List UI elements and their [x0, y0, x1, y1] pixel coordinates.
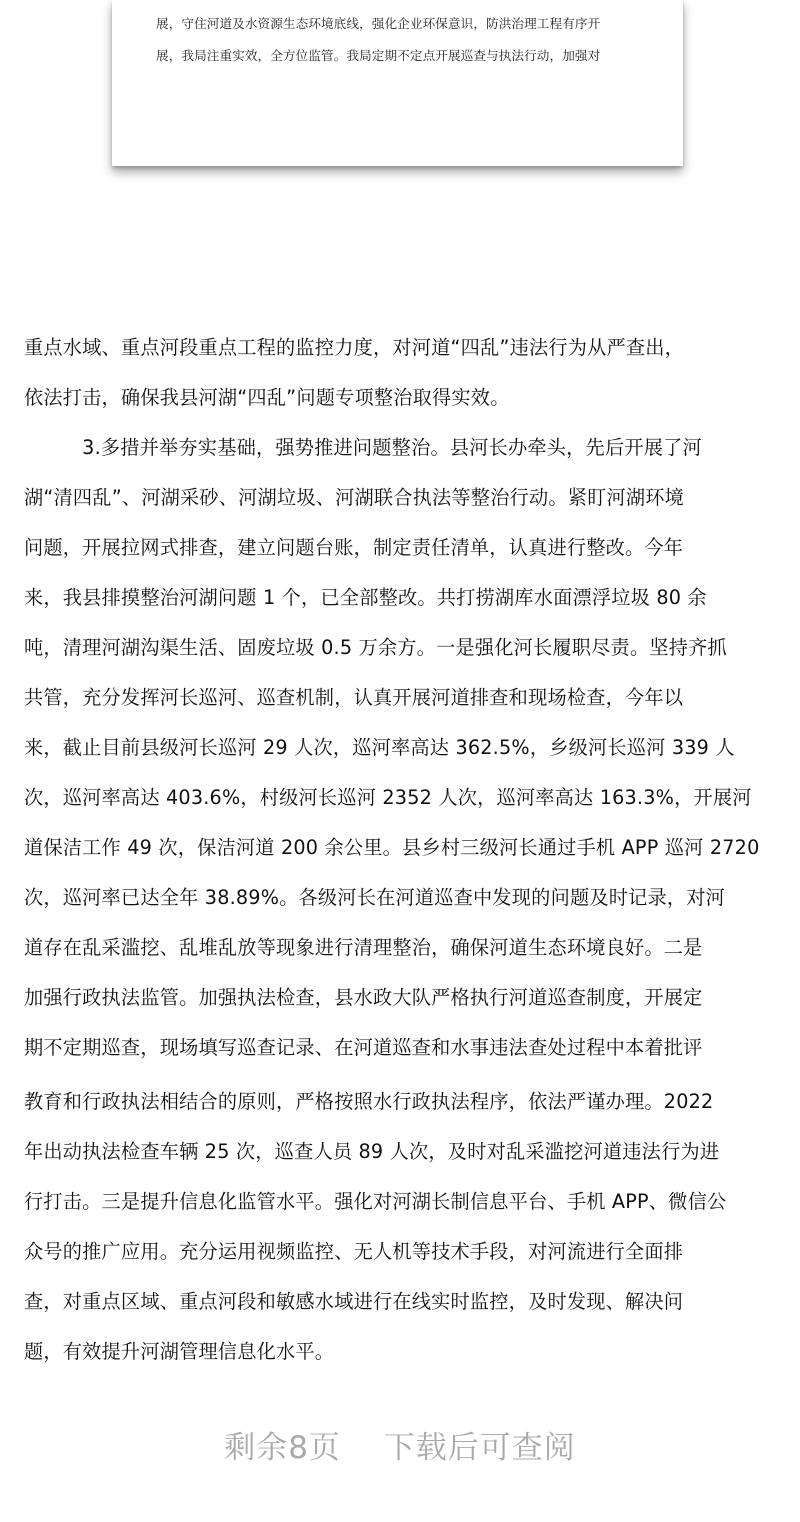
- body-text-line: 湖“清四乱”、河湖采砂、河湖垃圾、河湖联合执法等整治行动。紧盯河湖环境: [24, 486, 685, 509]
- body-text-line: 行打击。三是提升信息化监管水平。强化对河湖长制信息平台、手机 APP、微信公: [24, 1190, 727, 1213]
- preview-page-card: [112, 0, 683, 166]
- body-text-line: 题，有效提升河湖管理信息化水平。: [24, 1340, 335, 1363]
- body-text-line: 众号的推广应用。充分运用视频监控、无人机等技术手段，对河流进行全面排: [24, 1240, 684, 1263]
- body-text-line: 教育和行政执法相结合的原则，严格按照水行政执法程序，依法严谨办理。2022: [24, 1090, 714, 1113]
- body-text-line: 共管，充分发挥河长巡河、巡查机制，认真开展河道排查和现场检查，今年以: [24, 686, 684, 709]
- card-text-line: 展，守住河道及水资源生态环境底线，强化企业环保意识，防洪治理工程有序开: [156, 16, 601, 31]
- body-text-line: 来，我县排摸整治河湖问题 1 个，已全部整改。共打捞湖库水面漂浮垃圾 80 余: [24, 586, 707, 609]
- body-text-line: 道保洁工作 49 次，保洁河道 200 余公里。县乡村三级河长通过手机 APP 巡河 2720: [24, 836, 760, 859]
- download-prompt[interactable]: [0, 1422, 800, 1467]
- body-text-line: 问题，开展拉网式排查，建立问题台账，制定责任清单，认真进行整改。今年: [24, 536, 684, 559]
- body-text-line: 3.多措并举夯实基础，强势推进问题整治。县河长办牵头，先后开展了河: [24, 436, 702, 459]
- body-text-line: 次，巡河率高达 403.6%，村级河长巡河 2352 人次，巡河率高达 163.3%，开展河: [24, 786, 752, 809]
- download-hint-label: 下载后可查阅: [383, 1430, 576, 1466]
- body-text-line: 加强行政执法监管。加强执法检查，县水政大队严格执行河道巡查制度，开展定: [24, 986, 703, 1009]
- body-text-line: 年出动执法检查车辆 25 次，巡查人员 89 人次，及时对乱采滥挖河道违法行为进: [24, 1140, 720, 1163]
- body-text-line: 次，巡河率已达全年 38.89%。各级河长在河道巡查中发现的问题及时记录，对河: [24, 886, 726, 909]
- body-text-line: 期不定期巡查，现场填写巡查记录、在河道巡查和水事违法查处过程中本着批评: [24, 1036, 703, 1059]
- card-text-line: 展，我局注重实效，全方位监管。我局定期不定点开展巡查与执法行动，加强对: [156, 48, 601, 63]
- body-text-line: 查，对重点区域、重点河段和敏感水域进行在线实时监控，及时发现、解决问: [24, 1290, 684, 1313]
- remaining-pages-label: 剩余8页: [224, 1430, 341, 1466]
- body-text-line: 来，截止目前县级河长巡河 29 人次，巡河率高达 362.5%，乡级河长巡河 339 人: [24, 736, 735, 759]
- body-text-line: 道存在乱采滥挖、乱堆乱放等现象进行清理整治，确保河道生态环境良好。二是: [24, 936, 703, 959]
- body-text-line: 依法打击，确保我县河湖“四乱”问题专项整治取得实效。: [24, 386, 510, 409]
- body-text-line: 吨，清理河湖沟渠生活、固废垃圾 0.5 万余方。一是强化河长履职尽责。坚持齐抓: [24, 636, 727, 659]
- body-text-line: 重点水域、重点河段重点工程的监控力度，对河道“四乱”违法行为从严查出，: [24, 336, 685, 359]
